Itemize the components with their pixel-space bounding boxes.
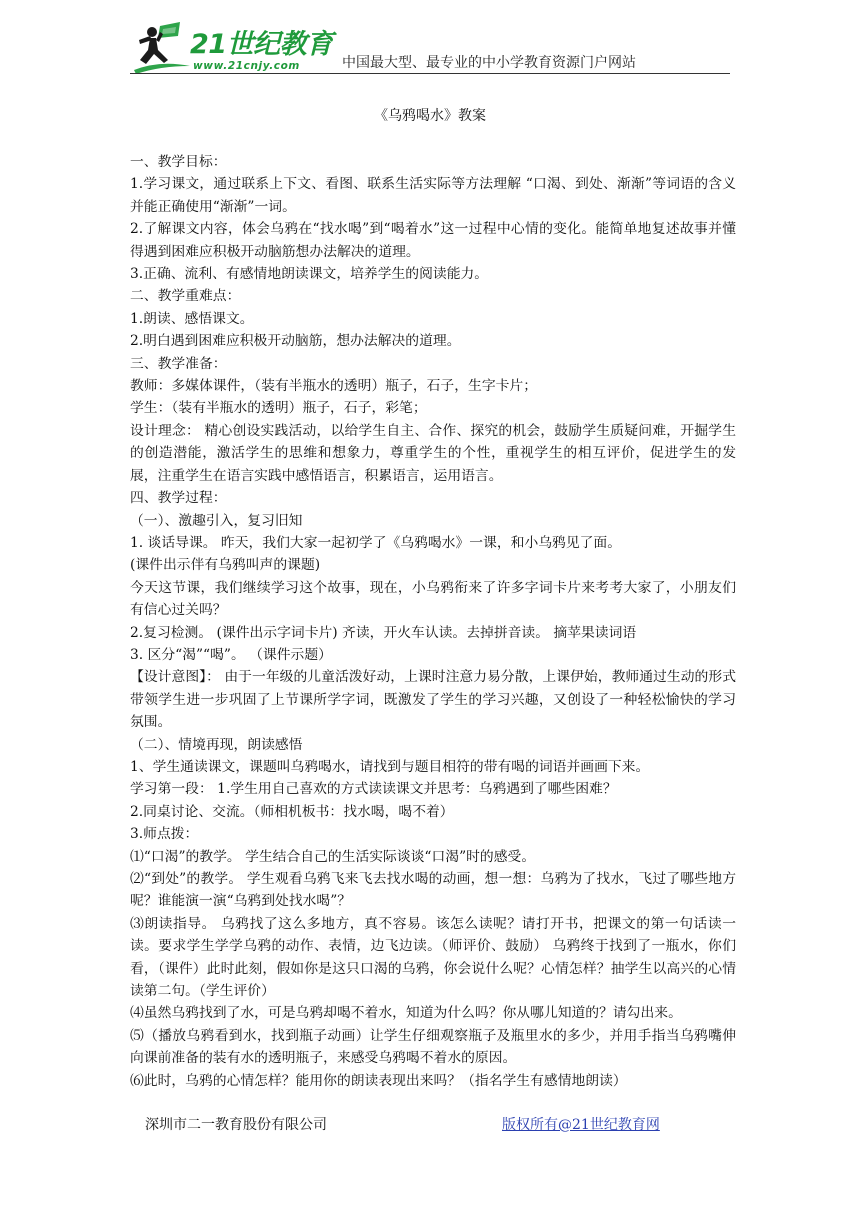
footer-copyright-link[interactable]: 版权所有@21世纪教育网 <box>502 1117 660 1133</box>
paragraph: 四、教学过程： <box>130 490 227 507</box>
paragraph: （二）、情境再现，朗读感悟 <box>130 736 303 753</box>
paragraph: 2.复习检测。 (课件出示字词卡片) 齐读，开火车认读。去掉拼音读。 摘苹果读词语 <box>130 624 637 641</box>
paragraph: 2.同桌讨论、交流。（师相机板书：找水喝，喝不着） <box>130 803 454 820</box>
paragraph: 设计理念： 精心创设实践活动，以给学生自主、合作、探究的机会，鼓励学生质疑问难，开掘学生的创造潜能，激活学生的思维和想象力，尊重学生的个性，重视学生的相互评价，促进学生的发展，注重学生在语言实践中感悟语言，积累语言，运用语言。 <box>130 422 736 484</box>
paragraph: ⑹此时，乌鸦的心情怎样？能用你的朗读表现出来吗？（指名学生有感情地朗读） <box>130 1072 627 1089</box>
paragraph: 2.了解课文内容，体会乌鸦在“找水喝”到“喝着水”这一过程中心情的变化。能简单地复述故事并懂得遇到困难应积极开动脑筋想办法解决的道理。 <box>130 221 736 260</box>
paragraph: 1.朗读、感悟课文。 <box>130 310 254 327</box>
page-header <box>130 20 730 76</box>
paragraph: 二、教学重难点： <box>130 288 241 305</box>
paragraph: 3. 区分“渴”“喝”。 （课件示题） <box>130 646 332 663</box>
paragraph: ⑸（播放乌鸦看到水，找到瓶子动画）让学生仔细观察瓶子及瓶里水的多少，并用手指当乌鸦嘴伸向课前准备的装有水的透明瓶子，来感受乌鸦喝不着水的原因。 <box>130 1027 736 1067</box>
paragraph: 3.师点拨： <box>130 826 199 843</box>
footer-company: 深圳市二一教育股份有限公司 <box>145 1117 327 1133</box>
paragraph: ⑶朗读指导。 乌鸦找了这么多地方，真不容易。该怎么读呢？请打开书，把课文的第一句话读一读。要求学生学学乌鸦的动作、表情，边飞边读。（师评价、鼓励） 乌鸦终于找到了一瓶水，你们看，（课件）此时此刻，假如你是这只口渴的乌鸦，你会说什么呢？心情怎样？抽学生以高兴的心情读第二句。（学生评价） <box>130 915 736 1000</box>
paragraph: 今天这节课，我们继续学习这个故事，现在，小乌鸦衔来了许多字词卡片来考考大家了，小朋友们有信心过关吗？ <box>130 579 736 619</box>
document-body <box>130 151 736 1092</box>
paragraph: 教师：多媒体课件，（装有半瓶水的透明）瓶子，石子，生字卡片； <box>130 378 538 395</box>
paragraph: 1. 谈话导课。 昨天，我们大家一起初学了《乌鸦喝水》一课，和小乌鸦见了面。 <box>130 534 622 551</box>
paragraph: （一）、激趣引入，复习旧知 <box>130 512 303 529</box>
paragraph: ⑷虽然乌鸦找到了水，可是乌鸦却喝不着水，知道为什么吗？你从哪儿知道的？请勾出来。 <box>130 1005 682 1022</box>
paragraph: 学习第一段： 1.学生用自己喜欢的方式读读课文并思考：乌鸦遇到了哪些困难？ <box>130 781 617 798</box>
paragraph: ⑴“口渴”的教学。 学生结合自己的生活实际谈谈“口渴”时的感受。 <box>130 848 536 865</box>
paragraph: 【设计意图】： 由于一年级的儿童活泼好动，上课时注意力易分散，上课伊始，教师通过生动的形式带领学生进一步巩固了上节课所学字词，既激发了学生的学习兴趣，又创设了一种轻松愉快的学习氛围。 <box>130 669 736 731</box>
site-logo[interactable] <box>130 20 333 76</box>
paragraph: 一、教学目标： <box>130 154 227 170</box>
paragraph: 三、教学准备： <box>130 355 227 372</box>
paragraph: ⑵“到处”的教学。 学生观看乌鸦飞来飞去找水喝的动画，想一想：乌鸦为了找水，飞过了哪些地方呢？谁能演一演“乌鸦到处找水喝”？ <box>130 871 736 910</box>
paragraph: 1.学习课文，通过联系上下文、看图、联系生活实际等方法理解 “口渴、到处、渐渐”等词语的含义并能正确使用“渐渐”一词。 <box>130 176 736 215</box>
brand-name: 21世纪教育 <box>190 29 333 60</box>
runner-logo-icon <box>130 20 194 76</box>
paragraph: 学生：（装有半瓶水的透明）瓶子，石子，彩笔； <box>130 400 427 417</box>
paragraph: (课件出示伴有乌鸦叫声的课题) <box>130 557 321 574</box>
paragraph: 2.明白遇到困难应积极开动脑筋，想办法解决的道理。 <box>130 333 461 350</box>
brand-url: www.21cnjy.com <box>193 60 300 72</box>
header-slogan: 中国最大型、最专业的中小学教育资源门户网站 <box>342 55 636 71</box>
paragraph: 1、学生通读课文，课题叫乌鸦喝水，请找到与题目相符的带有喝的词语并画画下来。 <box>130 758 650 775</box>
document-title: 《乌鸦喝水》教案 <box>374 108 486 124</box>
header-divider <box>130 73 730 74</box>
paragraph: 3.正确、流利、有感情地朗读课文，培养学生的阅读能力。 <box>130 266 489 283</box>
